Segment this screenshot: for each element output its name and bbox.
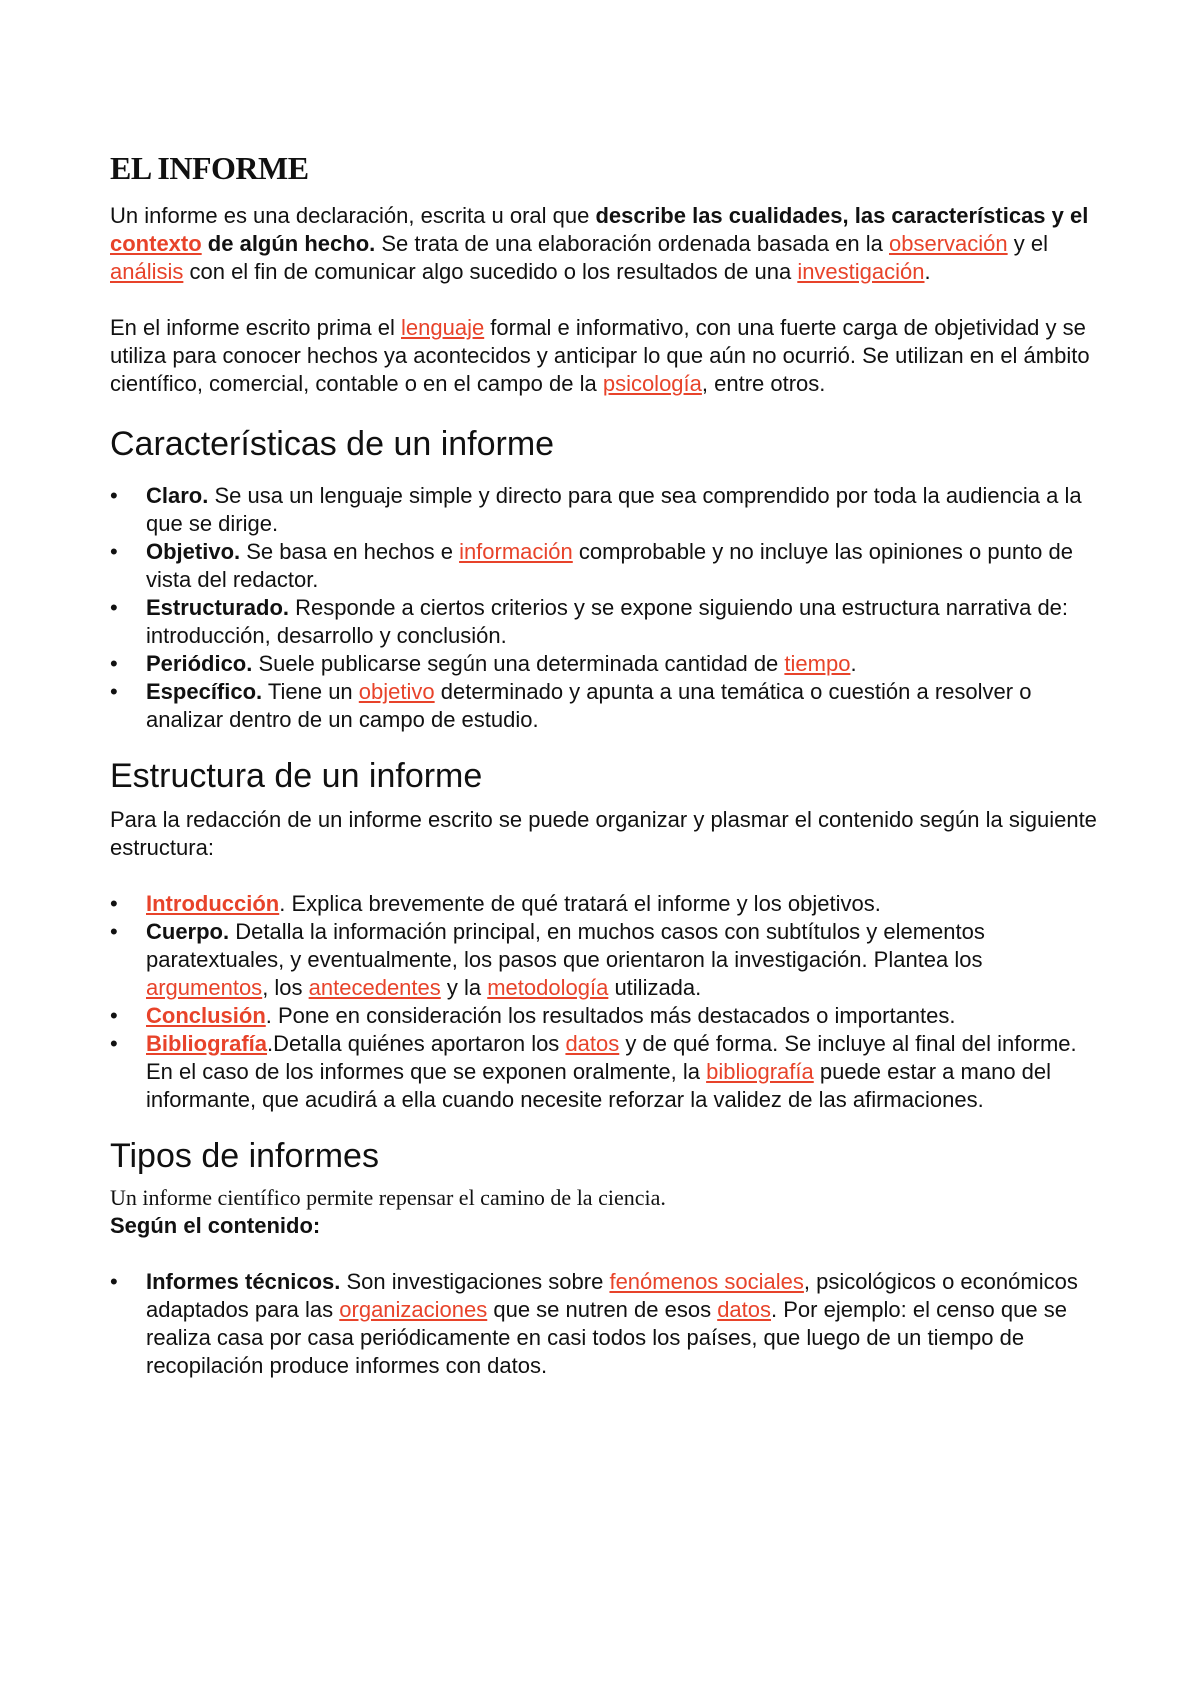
list-item-especifico: [110, 678, 1105, 734]
text: que se nutren de esos: [487, 1297, 718, 1322]
text: determinado y apunta a una temática o cuestión a resolver o analizar dentro de un campo de estudio.: [146, 679, 1032, 732]
image-caption: Un informe científico permite repensar el camino de la ciencia.: [110, 1185, 666, 1210]
text: . Por ejemplo: el censo que se realiza casa por casa periódicamente en casi todos los países, que luego de un tiempo de recopilación produce informes con datos.: [146, 1297, 1067, 1378]
link-observacion[interactable]: observación: [889, 231, 1008, 256]
text: Detalla la información principal, en muchos casos con subtítulos y elementos paratextuales, y eventualmente, los pasos que orientaron la investigación. Plantea los: [146, 919, 985, 972]
text: .Detalla quiénes aportaron los: [267, 1031, 566, 1056]
link-investigacion[interactable]: investigación: [797, 259, 925, 284]
link-analisis[interactable]: análisis: [110, 259, 184, 284]
caracteristicas-list: [110, 482, 1105, 734]
text: En el informe escrito prima el: [110, 315, 401, 340]
text: .: [924, 259, 931, 284]
link-bibliografia[interactable]: bibliografía: [706, 1059, 814, 1084]
tipos-list: [110, 1268, 1105, 1380]
link-metodologia[interactable]: metodología: [487, 975, 609, 1000]
bold-text: describe las cualidades, las características y el: [595, 203, 1089, 228]
list-item-conclusion: [110, 1002, 1105, 1030]
bold-text: de algún hecho.: [201, 231, 376, 256]
text: y el: [1007, 231, 1048, 256]
text: Tiene un: [262, 679, 359, 704]
list-item-informes-tecnicos: [110, 1268, 1105, 1380]
text: Se trata de una elaboración ordenada basada en la: [375, 231, 889, 256]
heading-estructura: Estructura de un informe: [110, 757, 483, 795]
link-datos[interactable]: datos: [565, 1031, 620, 1056]
text: comprobable y no incluye las opiniones o punto de vista del redactor.: [146, 539, 1074, 592]
bold-text: Cuerpo.: [146, 919, 230, 944]
text: Responde a ciertos criterios y se expone siguiendo una estructura narrativa de: introducción, desarrollo y conclusión.: [146, 595, 1069, 648]
list-item-estructurado: [110, 594, 1105, 650]
link-tiempo[interactable]: tiempo: [784, 651, 851, 676]
link-psicologia[interactable]: psicología: [602, 371, 702, 396]
text: formal e informativo, con una fuerte carga de objetividad y se utiliza para conocer hechos ya acontecidos y anticipar lo que aún no ocurrió. Se utilizan en el ámbito científico, comercial, contable o en el campo de la: [110, 315, 1090, 396]
link-bibliografia-heading[interactable]: Bibliografía: [146, 1031, 268, 1056]
text: , psicológicos o económicos adaptados para las: [146, 1269, 1078, 1322]
list-item-cuerpo: [110, 918, 1105, 1002]
link-antecedentes[interactable]: antecedentes: [308, 975, 441, 1000]
link-contexto[interactable]: contexto: [110, 231, 202, 256]
intro-paragraph-1: [110, 202, 1105, 286]
text: . Explica brevemente de qué tratará el informe y los objetivos.: [279, 891, 881, 916]
link-conclusion[interactable]: Conclusión: [146, 1003, 266, 1028]
bold-text: Periódico.: [146, 651, 253, 676]
bold-text: Estructurado.: [146, 595, 290, 620]
link-introduccion[interactable]: Introducción: [146, 891, 280, 916]
list-item-claro: [110, 482, 1105, 538]
text: , los: [262, 975, 309, 1000]
text: Son investigaciones sobre: [340, 1269, 610, 1294]
text: Un informe es una declaración, escrita u oral que: [110, 203, 596, 228]
document-title: EL INFORME: [110, 150, 309, 186]
text: Se usa un lenguaje simple y directo para que sea comprendido por toda la audiencia a la que se dirige.: [146, 483, 1082, 536]
link-fenomenos-sociales[interactable]: fenómenos sociales: [609, 1269, 804, 1294]
bold-text: Claro.: [146, 483, 209, 508]
estructura-intro: Para la redacción de un informe escrito se puede organizar y plasmar el contenido según la siguiente estructura:: [110, 807, 1097, 860]
text: , entre otros.: [701, 371, 826, 396]
heading-caracteristicas: Características de un informe: [110, 425, 555, 463]
link-argumentos[interactable]: argumentos: [146, 975, 263, 1000]
estructura-list: [110, 890, 1105, 1114]
bold-text: Informes técnicos.: [146, 1269, 341, 1294]
text: .: [850, 651, 857, 676]
text: con el fin de comunicar algo sucedido o los resultados de una: [183, 259, 798, 284]
list-item-introduccion: [110, 890, 1105, 918]
bold-text: Objetivo.: [146, 539, 241, 564]
bold-text: Según el contenido:: [110, 1213, 321, 1238]
text: Suele publicarse según una determinada cantidad de: [252, 651, 785, 676]
list-item-objetivo: [110, 538, 1105, 594]
text: . Pone en consideración los resultados más destacados o importantes.: [265, 1003, 956, 1028]
text: puede estar a mano del informante, que acudirá a ella cuando necesite reforzar la validez de las afirmaciones.: [146, 1059, 1052, 1112]
text: y la: [440, 975, 488, 1000]
subheading-segun-contenido: [110, 1212, 1105, 1240]
text: utilizada.: [608, 975, 702, 1000]
list-item-periodico: [110, 650, 1105, 678]
link-lenguaje[interactable]: lenguaje: [401, 315, 485, 340]
text: Se basa en hechos e: [240, 539, 460, 564]
heading-tipos: Tipos de informes: [110, 1137, 379, 1175]
bold-text: Específico.: [146, 679, 263, 704]
link-informacion[interactable]: información: [459, 539, 573, 564]
link-datos-2[interactable]: datos: [717, 1297, 772, 1322]
link-objetivo[interactable]: objetivo: [358, 679, 435, 704]
text: y de qué forma. Se incluye al final del informe. En el caso de los informes que se exponen oralmente, la: [146, 1031, 1077, 1084]
intro-paragraph-2: [110, 314, 1105, 398]
link-organizaciones[interactable]: organizaciones: [339, 1297, 488, 1322]
list-item-bibliografia: [110, 1030, 1105, 1114]
